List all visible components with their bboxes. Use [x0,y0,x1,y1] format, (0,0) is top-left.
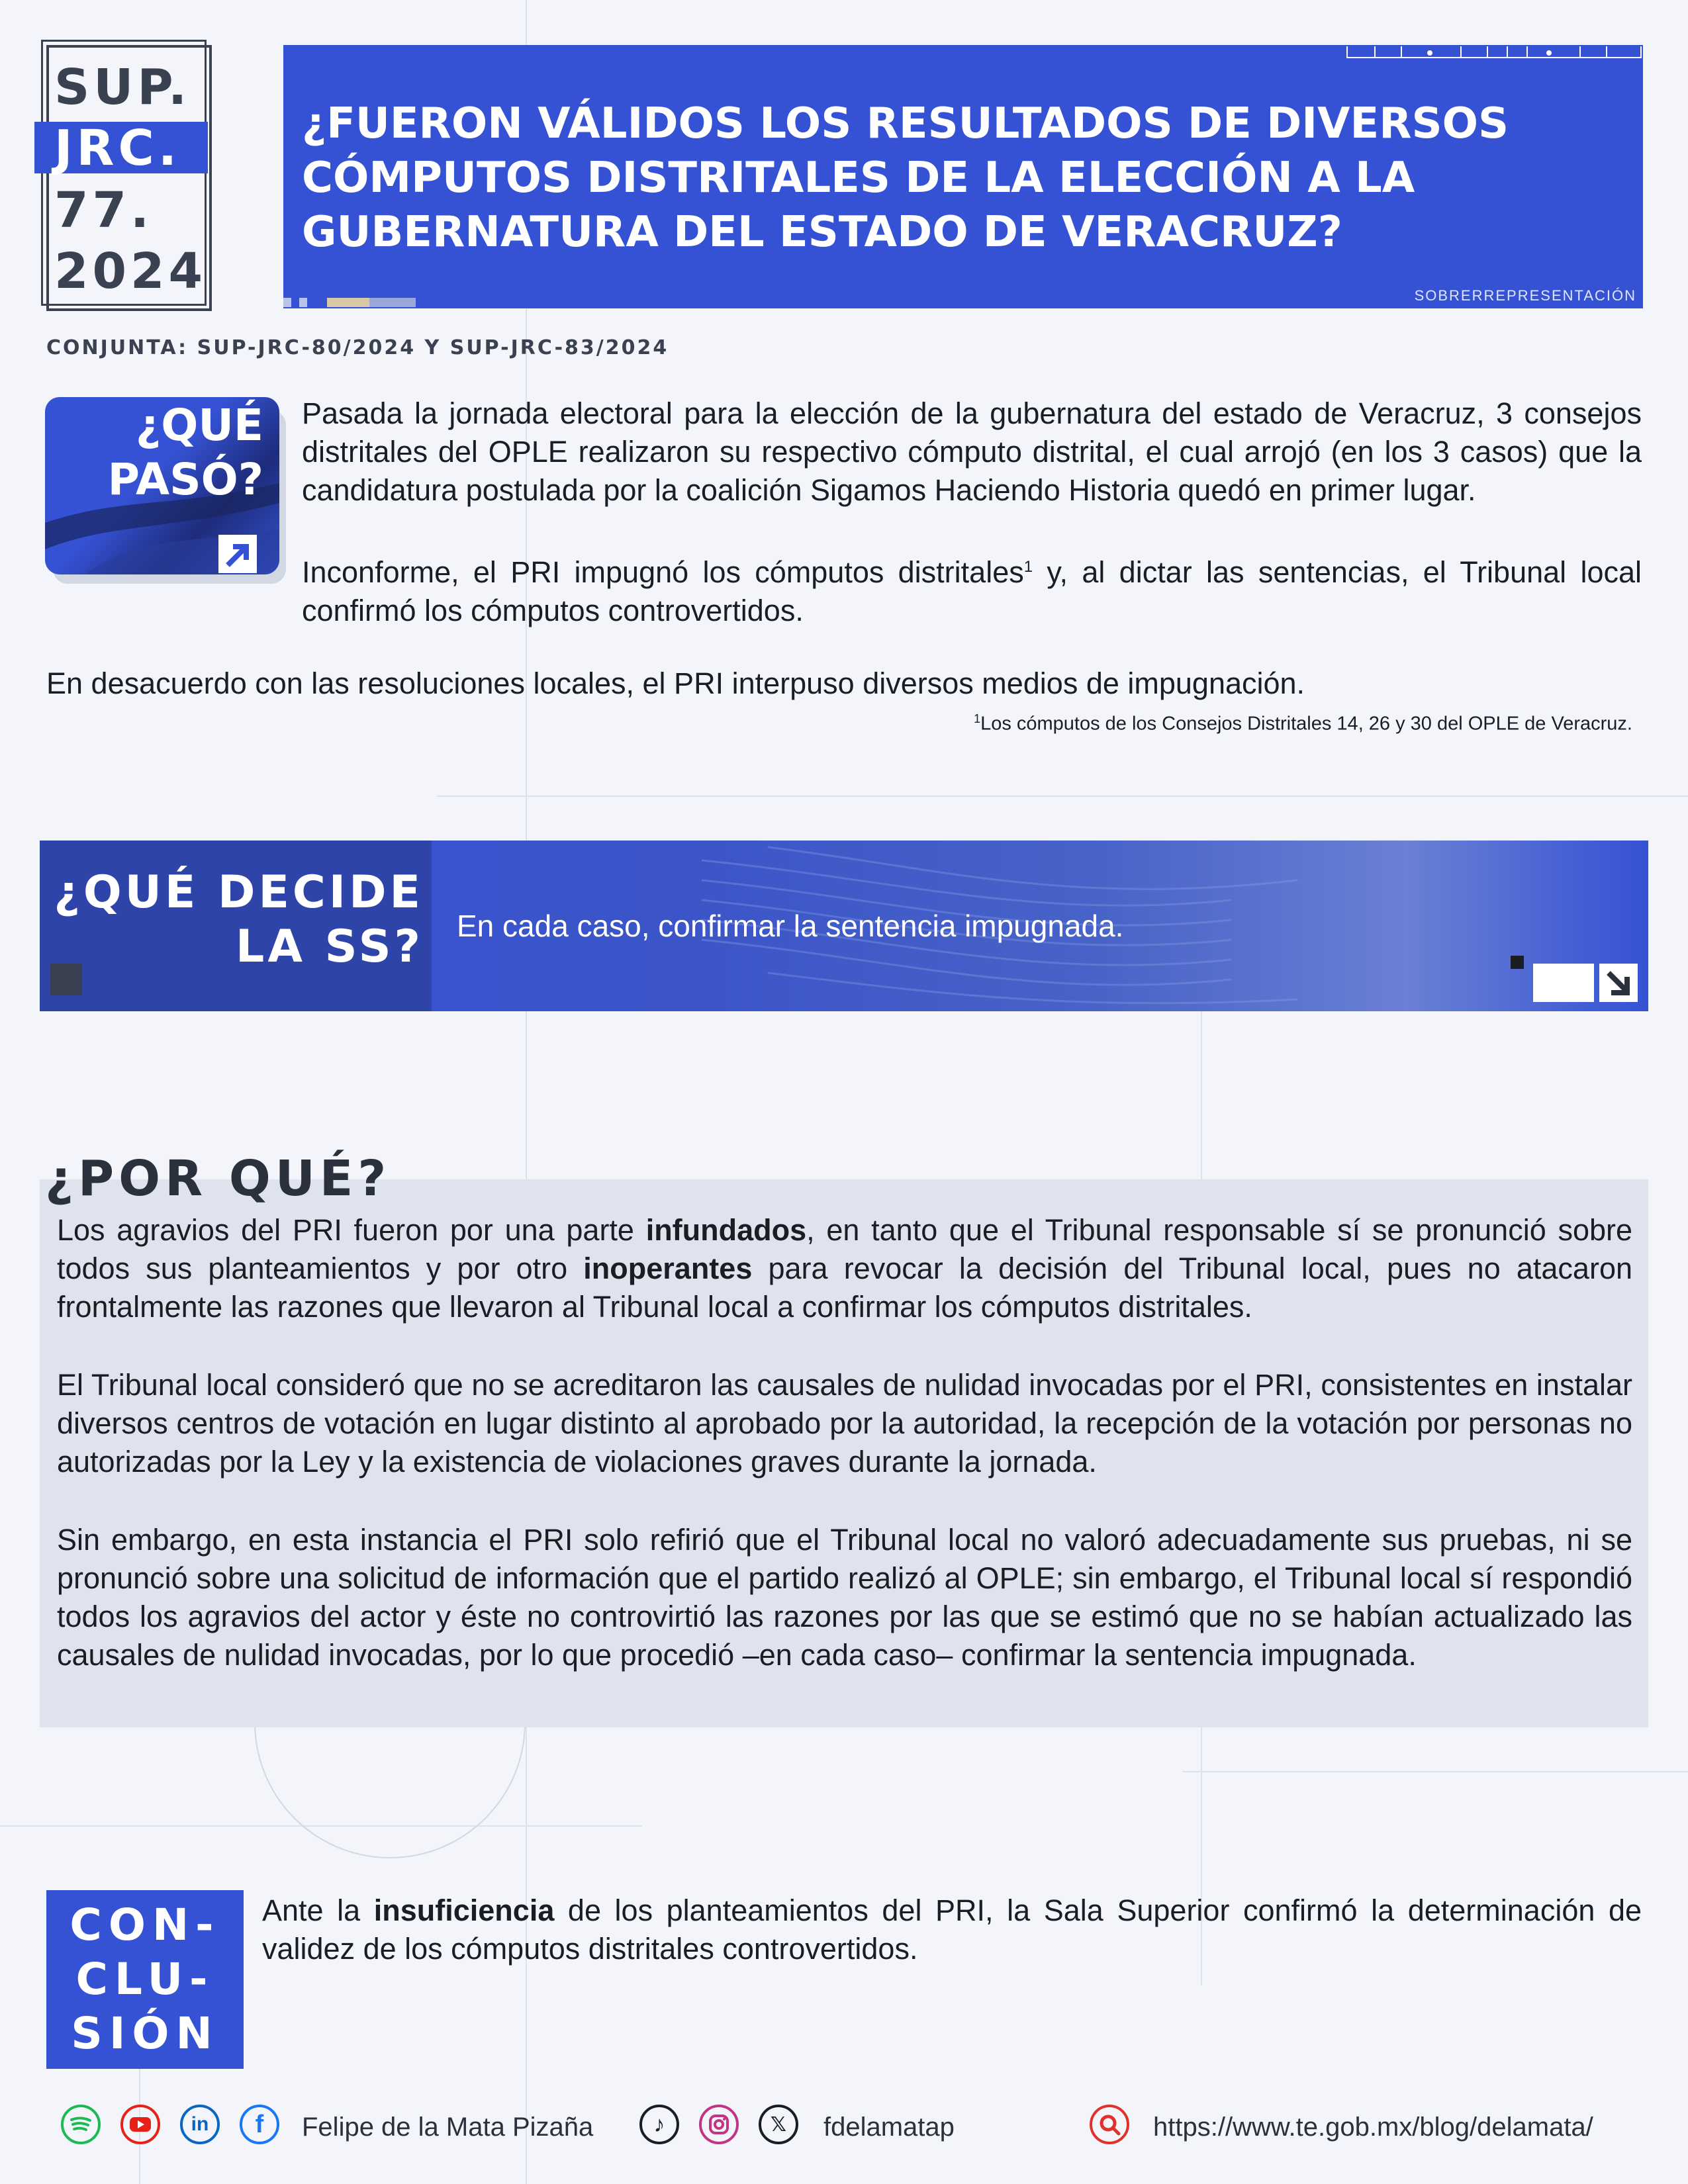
emphasis: insuficiencia [373,1893,555,1927]
text-span: Ante la [262,1893,374,1927]
que-paso-paragraph: Pasada la jornada electoral para la elección de la gubernatura del estado de Veracruz, 3 consejos distritales del OPLE realizaron su respectivo cómputo distrital, el cual arrojó (en los 3 casos) que la candidatura postulada por la coalición Sigamos Haciendo Historia quedó en primer lugar. [302,396,1642,507]
text-span: Los agravios del PRI fueron por una parte [57,1213,646,1247]
arrow-down-right-icon [1599,964,1638,1002]
facebook-icon[interactable]: f [240,2105,279,2144]
footnote-marker: 1 [974,712,981,725]
que-decide-label-line: LA SS? [236,921,424,973]
linkedin-icon[interactable]: in [180,2105,220,2144]
x-icon[interactable]: 𝕏 [759,2105,798,2144]
youtube-icon[interactable] [120,2105,160,2144]
joined-cases: CONJUNTA: SUP-JRC-80/2024 Y SUP-JRC-83/2024 [46,336,669,359]
decor-square [1533,964,1594,1002]
guide-line [1182,1771,1688,1772]
text-span: y, al dictar las sentencias, el Tribunal local confirmó los cómputos controvertidos. [302,555,1642,627]
conclusion-label-line: CON- [70,1899,220,1950]
que-paso-paragraph [302,548,1642,630]
que-paso-label-line: ¿QUÉ [135,400,263,451]
case-id-line: SUP. [54,59,191,116]
decor-square [299,298,307,307]
footnote [974,712,1632,735]
text-span: , en tanto que el Tribunal responsable sí se pronunció sobre todos sus planteamientos y por otro [57,1213,1633,1285]
social-handle[interactable]: fdelamatap [823,2113,955,2142]
conclusion-label-line: CLU- [75,1954,214,2005]
decor-square [283,298,291,307]
por-que-title: ¿POR QUÉ? [45,1150,391,1207]
banner-ruler [1346,46,1642,58]
footnote-marker: 1 [1023,558,1033,576]
instagram-icon[interactable] [699,2105,739,2144]
case-id-line: 2024 [54,243,207,300]
decor-square [50,964,82,995]
decor-square [416,298,459,307]
case-id-line: JRC. [54,120,181,177]
guide-line [437,796,1688,797]
title-line: GUBERNATURA DEL ESTADO DE VERACRUZ? [302,208,1342,257]
por-que-paragraph: Sin embargo, en esta instancia el PRI solo refirió que el Tribunal local no valoró adecuadamente sus pruebas, ni se pronunció sobre una solicitud de información que el partido realizó al OPLE; sin embargo, el Tribunal local sí respondió todos los agravios del actor y éste no controvirtió las razones por las que se estimó que no se habían actualizado las causales de nulidad invocadas, por lo que procedió –en cada caso– confirmar la sentencia impugnada. [57,1523,1632,1672]
que-decide-label-line: ¿QUÉ DECIDE [54,866,424,919]
tiktok-icon[interactable]: ♪ [639,2105,679,2144]
decor-square [369,298,416,307]
por-que-paragraph: El Tribunal local consideró que no se acreditaron las causales de nulidad invocadas por el PRI, consistentes en instalar diversos centros de votación en lugar distinto al aprobado por la autoridad, la recepción de la votación por personas no autorizadas por la Ley y la existencia de violaciones graves durante la jornada. [57,1368,1632,1479]
conclusion-label [46,1898,244,2061]
por-que-paragraph [57,1211,1632,1326]
que-paso-label-line: PASÓ? [107,454,263,505]
spotify-icon[interactable] [61,2105,101,2144]
footnote-text: Los cómputos de los Consejos Distritales 14, 26 y 30 del OPLE de Veracruz. [980,713,1632,735]
que-paso-paragraph: En desacuerdo con las resoluciones locales, el PRI interpuso diversos medios de impugnación. [46,666,1305,700]
title-line: ¿FUERON VÁLIDOS LOS RESULTADOS DE DIVERSOS [302,99,1509,148]
text-span: para revocar la decisión del Tribunal local, pues no atacaron frontalmente las razones que llevaron al Tribunal local a confirmar los cómputos distritales. [57,1251,1632,1324]
topic-tag: SOBRERREPRESENTACIÓN [1414,287,1636,304]
title-line: CÓMPUTOS DISTRITALES DE LA ELECCIÓN A LA [302,154,1415,203]
case-id-line: 77. [54,182,154,239]
decor-square [327,298,369,307]
emphasis: infundados [645,1213,807,1247]
search-icon[interactable] [1090,2105,1129,2144]
decor-square [1511,956,1524,969]
text-span: Inconforme, el PRI impugnó los cómputos distritales [302,555,1024,589]
page-title [302,97,1560,259]
text-span: de los planteamientos del PRI, la Sala Superior confirmó la determinación de validez de los cómputos distritales controvertidos. [262,1893,1642,1966]
arrow-up-right-icon [218,535,257,573]
que-decide-text: En cada caso, confirmar la sentencia impugnada. [457,909,1124,943]
conclusion-label-line: SIÓN [71,2008,219,2059]
conclusion-text [262,1891,1642,1968]
que-paso-label [45,398,263,507]
guide-line [526,0,527,2184]
blog-link[interactable]: https://www.te.gob.mx/blog/delamata/ [1153,2113,1593,2142]
author-name: Felipe de la Mata Pizaña [302,2113,594,2142]
emphasis: inoperantes [583,1251,753,1285]
que-decide-label [53,866,424,974]
